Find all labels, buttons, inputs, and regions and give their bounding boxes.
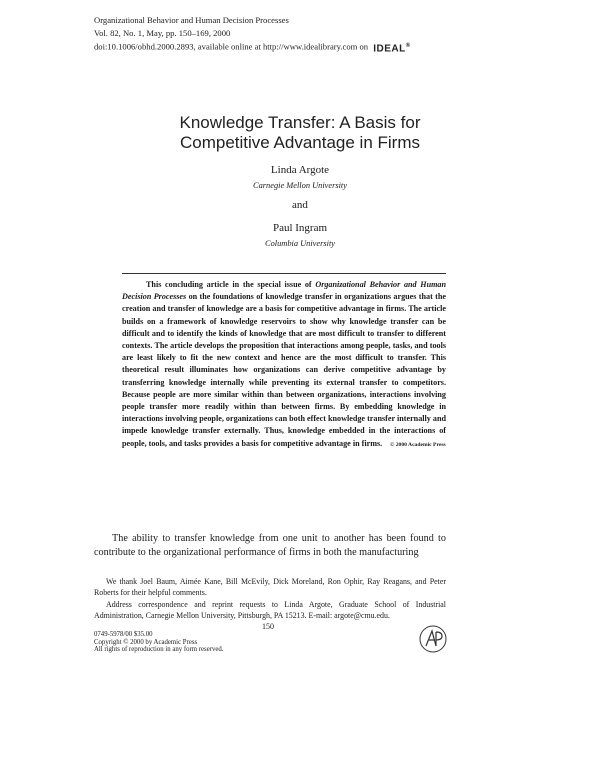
- abstract-divider: [122, 273, 446, 274]
- journal-doi: [94, 40, 411, 55]
- journal-volume: Vol. 82, No. 1, May, pp. 150–169, 2000: [94, 28, 231, 38]
- copyright-line-3: All rights of reproduction in any form reserved.: [94, 646, 224, 654]
- author-1: Linda Argote: [270, 164, 330, 176]
- footnote-thanks: We thank Joel Baum, Aimée Kane, Bill McEvily, Dick Moreland, Ron Ophir, Ray Reagans, and Peter Roberts for their helpful comments.: [94, 577, 446, 598]
- ideal-logo-icon: IDEAL®: [373, 43, 411, 55]
- journal-header: [94, 14, 411, 55]
- title-line-1: Knowledge Transfer: A Basis for: [179, 113, 421, 132]
- copyright-line-2: Copyright © 2000 by Academic Press: [94, 638, 198, 646]
- author-separator: and: [292, 199, 308, 211]
- abstract: [122, 279, 446, 451]
- footnote-address: Address correspondence and reprint requests to Linda Argote, Graduate School of Industrial Administration, Carnegie Mellon University, Pittsburgh, PA 15213. E-mail: argote@cmu.edu.: [94, 600, 446, 621]
- copyright-block: [94, 631, 223, 654]
- doi-text: doi:10.1006/obhd.2000.2893, available online at http://www.idealibrary.com on: [94, 41, 369, 52]
- affiliation-1: Carnegie Mellon University: [253, 181, 347, 190]
- title-line-2: Competitive Advantage in Firms: [180, 133, 420, 152]
- academic-press-logo-icon: [418, 624, 448, 654]
- article-title: [100, 113, 500, 153]
- body-paragraph: The ability to transfer knowledge from one unit to another has been found to contribute to the organizational performance of firms in both the manufacturing: [94, 533, 446, 558]
- abstract-part1: This concluding article in the special issue of: [146, 280, 316, 289]
- abstract-part2: on the foundations of knowledge transfer in organizations argues that the creation and transfer of knowledge are a basis for competitive advantage in firms. The article builds on a framework of knowledge reservoirs to show why knowledge transfer can be difficult and to identify the kinds of knowledge that are most difficult to transfer to different contexts. The article develops the proposition that interactions among people, tasks, and tools are least likely to fit the new context and hence are the most difficult to transfer. This theoretical result illuminates how organizations can derive competitive advantage by transferring knowledge internally while preventing its external transfer to competitors. Because people are more similar within than between organizations, interactions involving people transfer more readily within than between firms. By embedding knowledge in interactions involving people, organizations can both effect knowledge transfer internally and impede knowledge transfer externally. Thus, knowledge embedded in the interactions of people, tools, and tasks provides a basis for competitive advantage in firms.: [122, 292, 446, 448]
- author-2: Paul Ingram: [272, 222, 328, 234]
- affiliation-2: Columbia University: [264, 239, 336, 248]
- abstract-copyright: © 2000 Academic Press: [390, 441, 446, 448]
- journal-name: Organizational Behavior and Human Decision Processes: [94, 15, 289, 25]
- copyright-line-1: 0749-5978/00 $35.00: [94, 631, 153, 638]
- abstract-journal: Organizational Behavior and Human Decision Processes: [122, 280, 446, 302]
- page-number: 150: [262, 622, 274, 631]
